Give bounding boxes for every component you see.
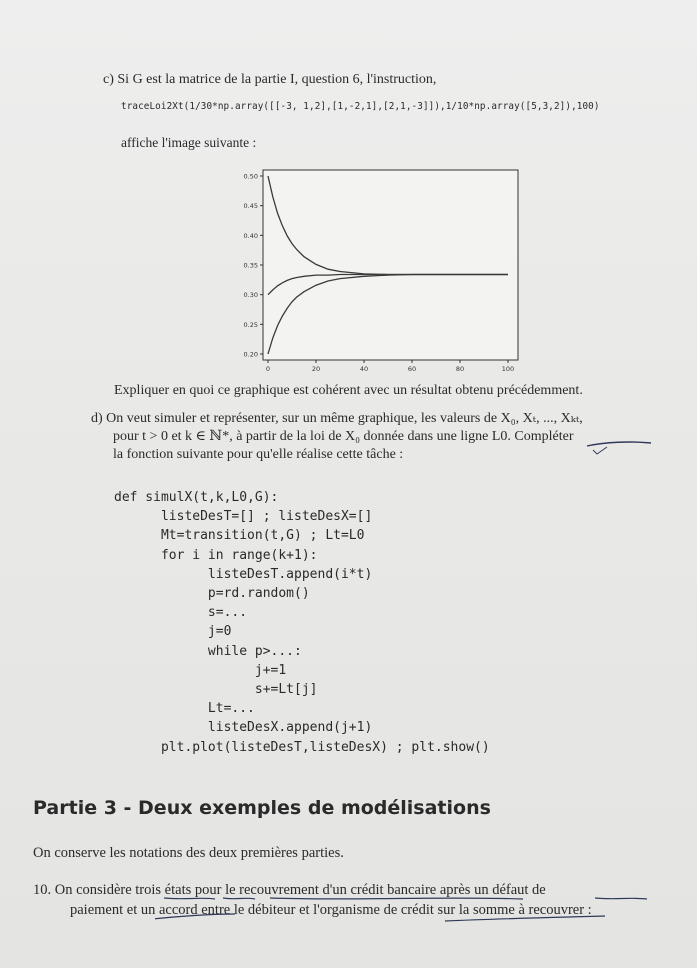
y-tick-label: 0.35	[243, 261, 258, 270]
y-tick-label: 0.25	[243, 320, 258, 329]
question-c-code: traceLoi2Xt(1/30*np.array([[-3, 1,2],[1,-2,1],[2,1,-3]]),1/10*np.array([5,3,2]),100)	[121, 101, 600, 112]
y-tick-label: 0.45	[243, 202, 258, 211]
question-d-line-2: pour t > 0 et k ∈ ℕ*, à partir de la loi de X₀ donnée dans une ligne L0. Compléter	[113, 429, 574, 444]
chart-plot-area	[263, 170, 518, 360]
question-c	[103, 72, 436, 88]
handwritten-underlines-q10	[155, 894, 675, 930]
x-tick-label: 40	[359, 365, 369, 373]
code-line: for i in range(k+1):	[114, 547, 318, 563]
code-line: plt.plot(listeDesT,listeDesX) ; plt.show()	[114, 739, 490, 755]
x-axis	[266, 360, 514, 373]
x-tick-label: 60	[407, 365, 417, 373]
code-line: def simulX(t,k,L0,G):	[114, 490, 279, 505]
code-line: listeDesT.append(i*t)	[114, 566, 373, 582]
part-3-intro: On conserve les notations des deux premières parties.	[33, 845, 344, 861]
x-tick-label: 20	[311, 365, 321, 373]
y-tick-label: 0.30	[243, 291, 258, 300]
code-line: Mt=transition(t,G) ; Lt=L0	[114, 528, 365, 544]
y-tick-label: 0.50	[243, 172, 258, 181]
code-line: s+=Lt[j]	[114, 682, 318, 698]
question-d-line-3: la fonction suivante pour qu'elle réalise cette tâche :	[113, 447, 404, 462]
question-10-line-1: 10. On considère trois états pour le recouvrement d'un crédit bancaire après un défaut de	[33, 882, 546, 898]
y-tick-label: 0.20	[243, 350, 258, 359]
code-line: while p>...:	[114, 643, 302, 659]
question-c-affiche: affiche l'image suivante :	[121, 135, 257, 150]
code-line: listeDesT=[] ; listeDesX=[]	[114, 509, 373, 525]
code-line: s=...	[114, 605, 248, 621]
explain-text: Expliquer en quoi ce graphique est cohérent avec un résultat obtenu précédemment.	[114, 383, 583, 398]
code-line: listeDesX.append(j+1)	[114, 720, 373, 736]
y-axis	[244, 173, 263, 359]
convergence-chart	[218, 164, 528, 379]
x-tick-label: 0	[265, 365, 271, 373]
code-line: j+=1	[114, 662, 287, 678]
part-3-title: Partie 3 - Deux exemples de modélisations	[33, 797, 491, 819]
handwritten-underline-completer	[585, 438, 655, 456]
python-code-block	[114, 488, 490, 757]
code-line: p=rd.random()	[114, 586, 310, 602]
y-tick-label: 0.40	[243, 231, 258, 240]
question-c-label: c)	[103, 72, 114, 87]
question-10-line-2: paiement et un accord entre le débiteur et l'organisme de crédit sur la somme à recouvrer :	[70, 902, 592, 918]
x-tick-label: 100	[501, 365, 515, 373]
x-tick-label: 80	[455, 365, 465, 373]
question-c-text: Si G est la matrice de la partie I, question 6, l'instruction,	[117, 72, 437, 87]
question-d-line-1: d) On veut simuler et représenter, sur un même graphique, les valeurs de X₀, Xₜ, ..., Xₖₜ,	[91, 411, 583, 426]
code-line: Lt=...	[114, 701, 255, 717]
code-line: j=0	[114, 624, 232, 640]
question-d	[91, 410, 661, 464]
